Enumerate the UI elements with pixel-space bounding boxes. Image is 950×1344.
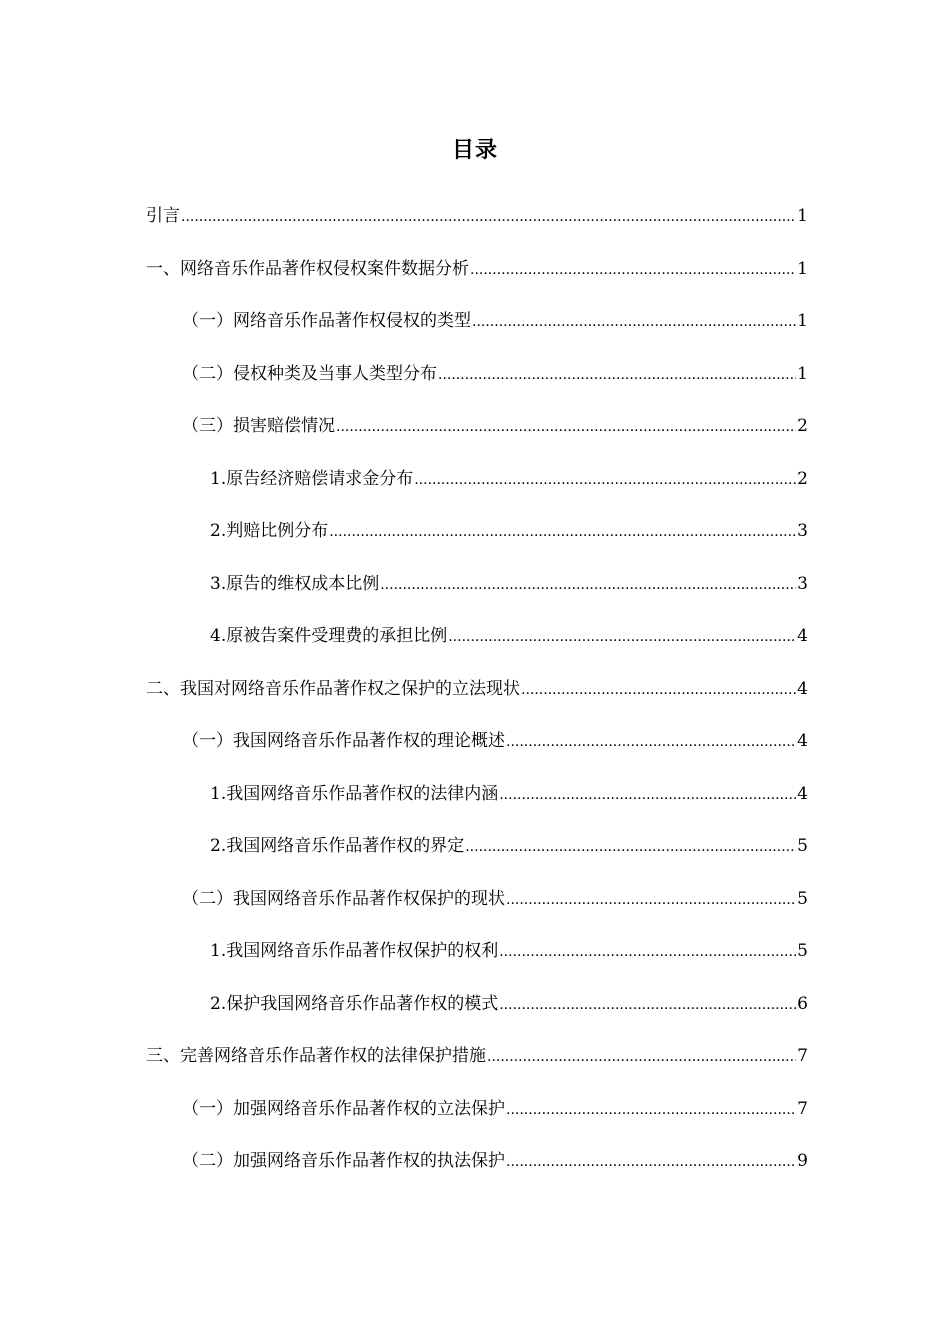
toc-entry[interactable] xyxy=(146,568,808,621)
toc-list xyxy=(146,200,808,1198)
toc-page-number: 5 xyxy=(797,888,808,909)
toc-entry[interactable] xyxy=(146,358,808,411)
toc-entry-text: 1.我国网络音乐作品著作权的法律内涵 xyxy=(210,783,499,804)
toc-entry-text: （二）我国网络音乐作品著作权保护的现状 xyxy=(182,888,505,909)
toc-dot-leader xyxy=(181,201,796,233)
toc-entry[interactable] xyxy=(146,883,808,936)
toc-entry-text: （一）网络音乐作品著作权侵权的类型 xyxy=(182,311,471,331)
toc-page-number: 7 xyxy=(797,1098,808,1119)
toc-dot-leader xyxy=(499,779,796,811)
toc-page-number: 1 xyxy=(797,311,808,331)
toc-entry-text: 3.原告的维权成本比例 xyxy=(210,573,380,594)
toc-dot-leader xyxy=(329,516,796,548)
toc-entry[interactable] xyxy=(146,1040,808,1093)
toc-page-number: 4 xyxy=(797,731,808,751)
toc-page-number: 3 xyxy=(797,521,808,541)
toc-entry-text: 二、我国对网络音乐作品著作权之保护的立法现状 xyxy=(146,678,520,699)
toc-entry-text: （三）损害赔偿情况 xyxy=(182,416,335,436)
toc-entry[interactable] xyxy=(146,410,808,463)
toc-entry-text: 2.判赔比例分布 xyxy=(210,521,329,541)
toc-page-number: 2 xyxy=(797,468,808,489)
toc-page-number: 3 xyxy=(797,573,808,594)
toc-entry[interactable] xyxy=(146,673,808,726)
toc-entry[interactable] xyxy=(146,1145,808,1198)
toc-page-number: 7 xyxy=(797,1046,808,1066)
toc-page-number: 4 xyxy=(797,783,808,804)
toc-dot-leader xyxy=(506,1094,796,1126)
toc-dot-leader xyxy=(472,306,796,338)
toc-entry-text: （二）加强网络音乐作品著作权的执法保护 xyxy=(182,1151,505,1171)
toc-entry[interactable] xyxy=(146,620,808,673)
toc-page-number: 1 xyxy=(797,258,808,279)
toc-entry-text: 1.原告经济赔偿请求金分布 xyxy=(210,468,414,489)
toc-page-number: 1 xyxy=(797,363,808,384)
toc-entry-text: 1.我国网络音乐作品著作权保护的权利 xyxy=(210,941,499,961)
toc-dot-leader xyxy=(414,464,796,496)
toc-dot-leader xyxy=(470,254,796,286)
toc-page-number: 4 xyxy=(797,626,808,646)
toc-entry-text: 2.保护我国网络音乐作品著作权的模式 xyxy=(210,993,499,1014)
toc-entry[interactable] xyxy=(146,200,808,253)
toc-dot-leader xyxy=(487,1041,796,1073)
toc-entry-text: 引言 xyxy=(146,206,180,226)
toc-title: 目录 xyxy=(451,137,498,163)
toc-page-number: 1 xyxy=(797,206,808,226)
toc-entry[interactable] xyxy=(146,253,808,306)
toc-dot-leader xyxy=(506,884,796,916)
toc-entry[interactable] xyxy=(146,305,808,358)
toc-entry[interactable] xyxy=(146,463,808,516)
toc-entry-text: （一）我国网络音乐作品著作权的理论概述 xyxy=(182,731,505,751)
toc-dot-leader xyxy=(499,936,796,968)
toc-dot-leader xyxy=(506,1146,796,1178)
toc-entry-text: （一）加强网络音乐作品著作权的立法保护 xyxy=(182,1098,505,1119)
toc-entry-text: 2.我国网络音乐作品著作权的界定 xyxy=(210,836,465,856)
toc-entry-text: 一、网络音乐作品著作权侵权案件数据分析 xyxy=(146,258,469,279)
toc-dot-leader xyxy=(448,621,796,653)
toc-dot-leader xyxy=(465,831,796,863)
toc-entry[interactable] xyxy=(146,515,808,568)
toc-entry-text: 三、完善网络音乐作品著作权的法律保护措施 xyxy=(146,1046,486,1066)
toc-dot-leader xyxy=(438,359,796,391)
toc-entry[interactable] xyxy=(146,1093,808,1146)
toc-dot-leader xyxy=(506,726,796,758)
toc-entry[interactable] xyxy=(146,988,808,1041)
toc-page-number: 4 xyxy=(797,678,808,699)
toc-page-number: 5 xyxy=(797,941,808,961)
toc-page-number: 5 xyxy=(797,836,808,856)
toc-dot-leader xyxy=(380,569,796,601)
toc-entry[interactable] xyxy=(146,830,808,883)
toc-dot-leader xyxy=(336,411,796,443)
toc-page-number: 6 xyxy=(797,993,808,1014)
toc-dot-leader xyxy=(499,989,796,1021)
toc-entry-text: （二）侵权种类及当事人类型分布 xyxy=(182,363,437,384)
toc-entry-text: 4.原被告案件受理费的承担比例 xyxy=(210,626,448,646)
toc-dot-leader xyxy=(521,674,796,706)
toc-page-number: 9 xyxy=(797,1151,808,1171)
toc-page-number: 2 xyxy=(797,416,808,436)
toc-entry[interactable] xyxy=(146,725,808,778)
toc-entry[interactable] xyxy=(146,778,808,831)
toc-entry[interactable] xyxy=(146,935,808,988)
